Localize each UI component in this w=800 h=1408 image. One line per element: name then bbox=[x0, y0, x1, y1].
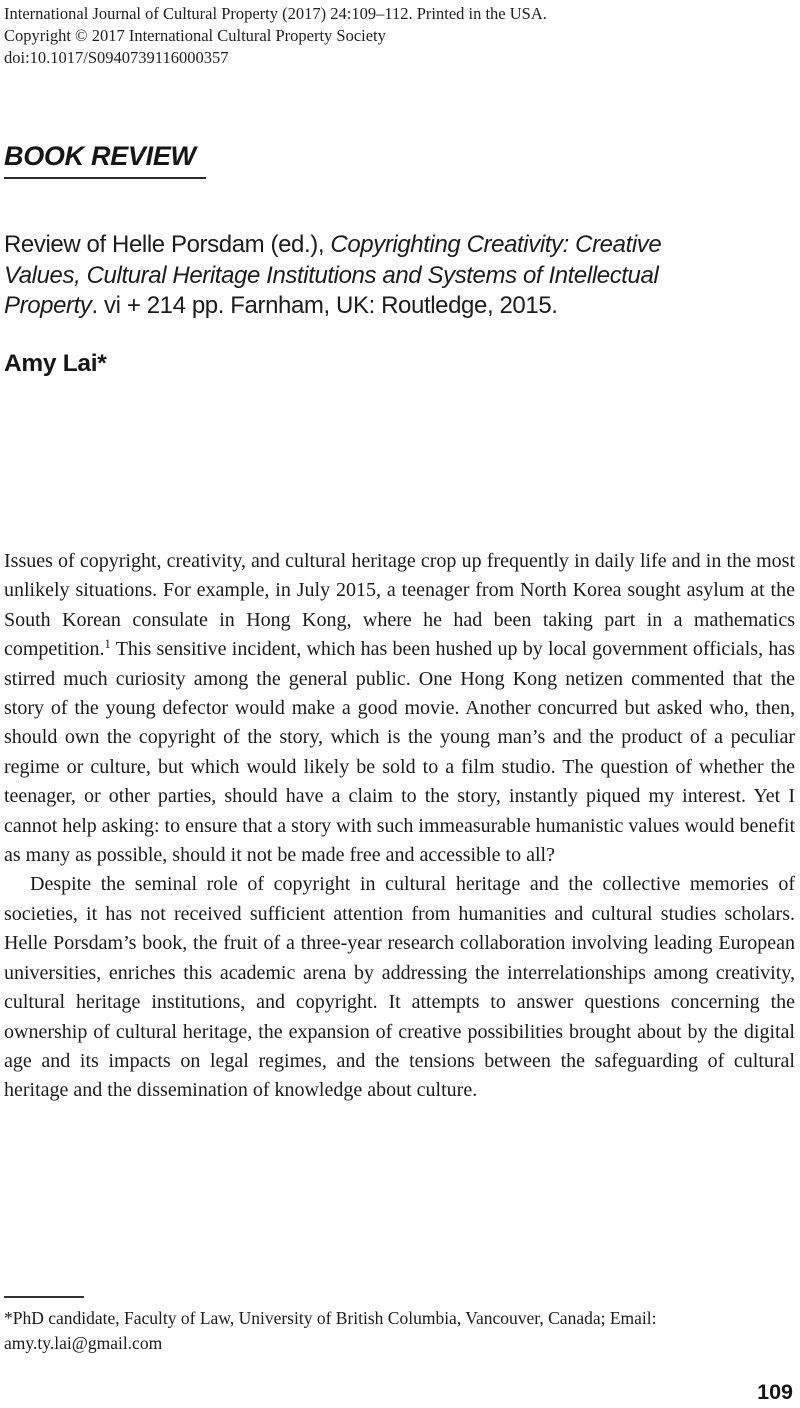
author-footnote bbox=[4, 1296, 790, 1356]
review-title-line-2 bbox=[4, 261, 661, 292]
book-review-heading-text: BOOK REVIEW bbox=[4, 141, 206, 179]
footnote-reference-1: 1 bbox=[104, 637, 111, 652]
author-footnote-marker: * bbox=[97, 350, 107, 377]
footnote-divider bbox=[4, 1296, 84, 1298]
article-body bbox=[4, 547, 795, 1106]
doi-line: doi:10.1017/S0940739116000357 bbox=[4, 48, 229, 67]
title-roman-segment: . vi + 214 pp. Farnham, UK: Routledge, 2015. bbox=[91, 292, 558, 319]
title-italic-segment: Copyrighting Creativity: Creative bbox=[330, 231, 662, 258]
page-number: 109 bbox=[757, 1380, 793, 1404]
review-title-line-1 bbox=[4, 230, 661, 261]
body-paragraph-1 bbox=[4, 547, 795, 870]
footnote-marker: * bbox=[4, 1308, 13, 1328]
journal-header bbox=[4, 3, 794, 69]
review-title-line-3 bbox=[4, 291, 661, 322]
footnote-body: PhD candidate, Faculty of Law, University of British Columbia, Vancouver, Canada; Email: amy.ty.lai@gmail.com bbox=[4, 1308, 657, 1353]
journal-citation-line: International Journal of Cultural Property (2017) 24:109–112. Printed in the USA. bbox=[4, 4, 547, 23]
paragraph-text: Issues of copyright, creativity, and cultural heritage crop up frequently in daily life and in the most unlikely situations. For example, in July 2015, a teenager from North Korea sought asylum at the South Korean consulate in Hong Kong, where he had been taking part in a mathematics competition. bbox=[4, 550, 795, 661]
body-paragraph-2: Despite the seminal role of copyright in cultural heritage and the collective memories of societies, it has not received sufficient attention from humanities and cultural studies scholars. Helle Porsdam’s book, the fruit of a three-year research collaboration involving leading European universities, enriches this academic arena by addressing the interrelationships among creativity, cultural heritage institutions, and copyright. It attempts to answer questions concerning the ownership of cultural heritage, the expansion of creative possibilities brought about by the digital age and its impacts on legal regimes, and the tensions between the safeguarding of cultural heritage and the dissemination of knowledge about culture. bbox=[4, 873, 795, 1102]
book-review-heading bbox=[4, 141, 206, 179]
paragraph-text: This sensitive incident, which has been hushed up by local government officials, has stirred much curiosity among the general public. One Hong Kong netizen commented that the story of the young defector would make a good movie. Another concurred but asked who, then, should own the copyright of the story, which is the young man’s and the product of a peculiar regime or culture, but which would likely be sold to a film studio. The question of whether the teenager, or other parties, should have a claim to the story, instantly piqued my interest. Yet I cannot help asking: to ensure that a story with such immeasurable humanistic values would benefit as many as possible, should it not be made free and accessible to all? bbox=[4, 638, 795, 867]
author-byline bbox=[4, 350, 106, 378]
title-italic-segment: Values, Cultural Heritage Institutions and Systems of Intellectual bbox=[4, 261, 659, 289]
copyright-line: Copyright © 2017 International Cultural Property Society bbox=[4, 26, 386, 45]
author-name: Amy Lai bbox=[4, 350, 98, 377]
title-italic-segment: Property bbox=[4, 292, 92, 319]
review-title bbox=[4, 230, 661, 322]
title-roman-segment: Review of Helle Porsdam (ed.), bbox=[4, 231, 331, 258]
footnote-text bbox=[4, 1306, 790, 1356]
